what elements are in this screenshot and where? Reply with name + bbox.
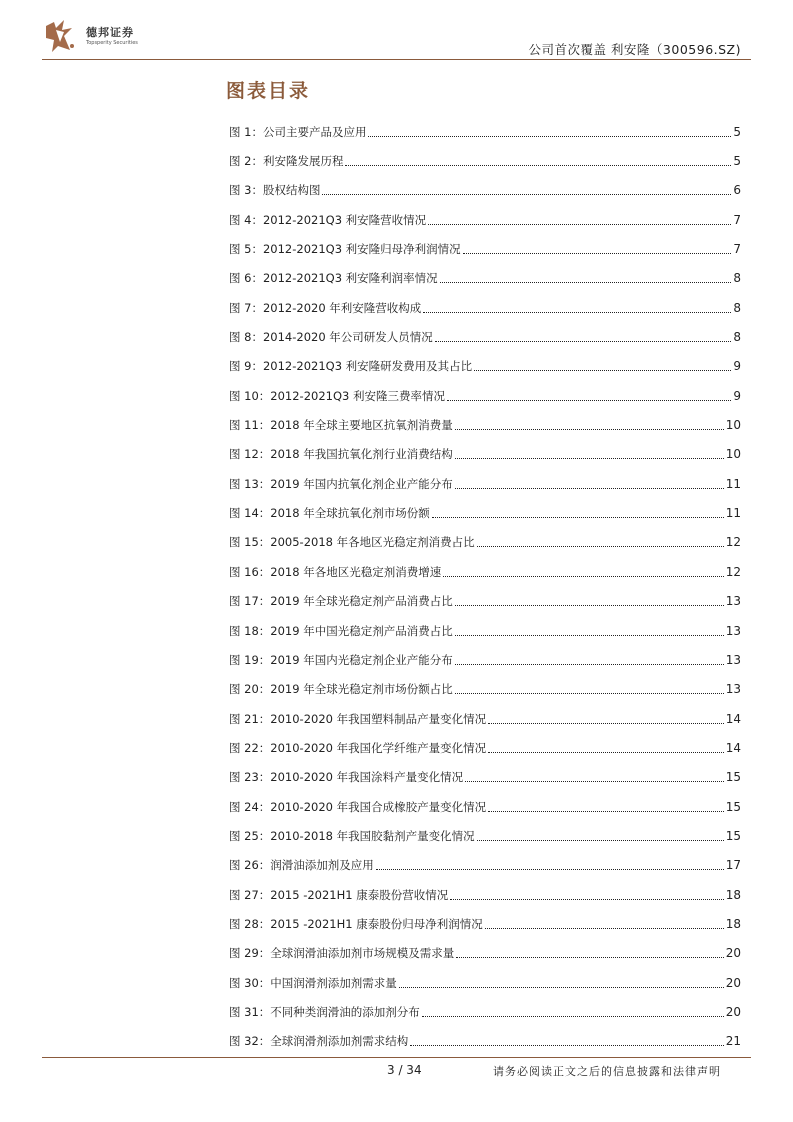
- toc-dot-leader: [368, 135, 731, 137]
- toc-entry-page[interactable]: 13: [725, 594, 741, 609]
- toc-entry[interactable]: [229, 440, 741, 469]
- brand-logo: [42, 16, 138, 56]
- report-title: 公司首次覆盖 利安隆（300596.SZ): [528, 42, 741, 57]
- toc-entry[interactable]: [229, 821, 741, 850]
- toc-dot-leader: [488, 722, 724, 724]
- toc-entry-label[interactable]: 图 16：2018 年各地区光稳定剂消费增速: [229, 564, 442, 579]
- toc-entry[interactable]: [229, 381, 741, 410]
- toc-entry-page[interactable]: 9: [733, 388, 741, 403]
- toc-entry-label[interactable]: 图 26：润滑油添加剂及应用: [229, 858, 374, 873]
- toc-entry-page[interactable]: 11: [725, 476, 741, 491]
- toc-entry-label[interactable]: 图 13：2019 年国内抗氧化剂企业产能分布: [229, 476, 453, 491]
- toc-entry-label[interactable]: 图 5：2012-2021Q3 利安隆归母净利润情况: [229, 242, 461, 257]
- toc-entry-label[interactable]: 图 17：2019 年全球光稳定剂产品消费占比: [229, 594, 453, 609]
- toc-dot-leader: [443, 575, 724, 577]
- toc-entry[interactable]: [229, 587, 741, 616]
- toc-dot-leader: [410, 1044, 723, 1046]
- toc-entry-page[interactable]: 18: [725, 887, 741, 902]
- toc-entry[interactable]: [229, 616, 741, 645]
- toc-dot-leader: [435, 340, 732, 342]
- toc-dot-leader: [455, 487, 724, 489]
- toc-entry[interactable]: [229, 704, 741, 733]
- toc-dot-leader: [485, 927, 724, 929]
- toc-entry-page[interactable]: 10: [725, 418, 741, 433]
- figure-toc-list: [229, 117, 741, 1056]
- toc-dot-leader: [322, 193, 731, 195]
- toc-dot-leader: [423, 311, 731, 313]
- toc-entry-label[interactable]: 图 30：中国润滑剂添加剂需求量: [229, 975, 397, 990]
- toc-entry-label[interactable]: 图 12：2018 年我国抗氧化剂行业消费结构: [229, 447, 453, 462]
- toc-entry-page[interactable]: 21: [725, 1034, 741, 1049]
- toc-entry-page[interactable]: 6: [733, 183, 741, 198]
- toc-entry-page[interactable]: 12: [725, 564, 741, 579]
- toc-entry[interactable]: [229, 234, 741, 263]
- toc-dot-leader: [455, 634, 724, 636]
- toc-dot-leader: [428, 223, 731, 225]
- toc-entry-page[interactable]: 14: [725, 711, 741, 726]
- toc-entry-label[interactable]: 图 21：2010-2020 年我国塑料制品产量变化情况: [229, 711, 487, 726]
- toc-entry[interactable]: [229, 498, 741, 527]
- toc-entry-page[interactable]: 8: [733, 300, 741, 315]
- toc-entry-page[interactable]: 9: [733, 359, 741, 374]
- toc-entry-page[interactable]: 11: [725, 506, 741, 521]
- toc-entry-label[interactable]: 图 14：2018 年全球抗氧化剂市场份额: [229, 506, 430, 521]
- toc-entry-page[interactable]: 20: [725, 946, 741, 961]
- toc-dot-leader: [450, 898, 723, 900]
- toc-entry-label[interactable]: 图 7：2012-2020 年利安隆营收构成: [229, 300, 422, 315]
- toc-entry[interactable]: [229, 1027, 741, 1056]
- toc-dot-leader: [488, 751, 724, 753]
- toc-entry[interactable]: [229, 293, 741, 322]
- toc-dot-leader: [455, 692, 724, 694]
- toc-entry-page[interactable]: 5: [733, 154, 741, 169]
- toc-entry-page[interactable]: 5: [733, 124, 741, 139]
- toc-entry-label[interactable]: 图 27：2015 -2021H1 康泰股份营收情况: [229, 887, 449, 902]
- page-title: 图表目录: [226, 80, 311, 102]
- toc-entry[interactable]: [229, 851, 741, 880]
- toc-entry-page[interactable]: 13: [725, 682, 741, 697]
- logo-chinese-name: 德邦证券: [86, 25, 134, 39]
- toc-entry-label[interactable]: 图 3：股权结构图: [229, 183, 321, 198]
- toc-entry-page[interactable]: 7: [733, 242, 741, 257]
- toc-entry-page[interactable]: 20: [725, 1004, 741, 1019]
- toc-entry-label[interactable]: 图 1：公司主要产品及应用: [229, 124, 367, 139]
- toc-entry[interactable]: [229, 322, 741, 351]
- toc-entry[interactable]: [229, 939, 741, 968]
- toc-entry-page[interactable]: 14: [725, 740, 741, 755]
- page-number: 3 / 34: [387, 1063, 422, 1077]
- toc-entry[interactable]: [229, 763, 741, 792]
- toc-entry[interactable]: [229, 352, 741, 381]
- toc-entry[interactable]: [229, 733, 741, 762]
- toc-dot-leader: [432, 516, 724, 518]
- toc-entry-page[interactable]: 20: [725, 975, 741, 990]
- toc-entry-page[interactable]: 15: [725, 770, 741, 785]
- toc-entry-page[interactable]: 18: [725, 916, 741, 931]
- toc-entry[interactable]: [229, 264, 741, 293]
- toc-entry-label[interactable]: 图 15：2005-2018 年各地区光稳定剂消费占比: [229, 535, 475, 550]
- toc-dot-leader: [440, 281, 732, 283]
- toc-entry[interactable]: [229, 146, 741, 175]
- toc-entry[interactable]: [229, 645, 741, 674]
- toc-entry-label[interactable]: 图 32：全球润滑剂添加剂需求结构: [229, 1034, 409, 1049]
- toc-entry-page[interactable]: 8: [733, 330, 741, 345]
- toc-dot-leader: [345, 164, 731, 166]
- header-divider: [42, 59, 751, 60]
- logo-english-name: Topsperity Securities: [86, 39, 138, 46]
- footer-divider: [42, 1057, 751, 1058]
- toc-entry-page[interactable]: 17: [725, 858, 741, 873]
- toc-dot-leader: [422, 1015, 724, 1017]
- toc-entry-label[interactable]: 图 20：2019 年全球光稳定剂市场份额占比: [229, 682, 453, 697]
- toc-entry-label[interactable]: 图 31：不同种类润滑油的添加剂分布: [229, 1004, 420, 1019]
- toc-entry-label[interactable]: 图 23：2010-2020 年我国涂料产量变化情况: [229, 770, 464, 785]
- toc-entry[interactable]: [229, 117, 741, 146]
- toc-entry-label[interactable]: 图 19：2019 年国内光稳定剂企业产能分布: [229, 652, 453, 667]
- toc-entry-label[interactable]: 图 25：2010-2018 年我国胶黏剂产量变化情况: [229, 828, 475, 843]
- toc-entry[interactable]: [229, 176, 741, 205]
- toc-entry-label[interactable]: 图 24：2010-2020 年我国合成橡胶产量变化情况: [229, 799, 487, 814]
- topsperity-logo-icon: [42, 16, 82, 56]
- toc-entry-label[interactable]: 图 8：2014-2020 年公司研发人员情况: [229, 330, 433, 345]
- toc-dot-leader: [447, 399, 731, 401]
- toc-entry[interactable]: [229, 792, 741, 821]
- toc-entry[interactable]: [229, 205, 741, 234]
- toc-entry-page[interactable]: 7: [733, 212, 741, 227]
- toc-entry-label[interactable]: 图 2：利安隆发展历程: [229, 154, 344, 169]
- toc-dot-leader: [488, 810, 724, 812]
- toc-dot-leader: [477, 545, 724, 547]
- toc-dot-leader: [463, 252, 732, 254]
- toc-entry-label[interactable]: 图 18：2019 年中国光稳定剂产品消费占比: [229, 623, 453, 638]
- toc-entry-label[interactable]: 图 6：2012-2021Q3 利安隆利润率情况: [229, 271, 438, 286]
- toc-entry-page[interactable]: 10: [725, 447, 741, 462]
- toc-dot-leader: [455, 663, 724, 665]
- toc-dot-leader: [455, 457, 724, 459]
- toc-entry-label[interactable]: 图 11：2018 年全球主要地区抗氧剂消费量: [229, 418, 453, 433]
- toc-dot-leader: [399, 986, 724, 988]
- toc-entry-label[interactable]: 图 10：2012-2021Q3 利安隆三费率情况: [229, 388, 445, 403]
- toc-entry-page[interactable]: 15: [725, 828, 741, 843]
- toc-entry-page[interactable]: 8: [733, 271, 741, 286]
- toc-dot-leader: [376, 868, 724, 870]
- toc-entry-label[interactable]: 图 29：全球润滑油添加剂市场规模及需求量: [229, 946, 455, 961]
- toc-dot-leader: [455, 604, 724, 606]
- toc-entry[interactable]: [229, 909, 741, 938]
- toc-entry-page[interactable]: 13: [725, 652, 741, 667]
- toc-dot-leader: [477, 839, 724, 841]
- toc-entry[interactable]: [229, 968, 741, 997]
- toc-entry[interactable]: [229, 469, 741, 498]
- toc-dot-leader: [456, 956, 723, 958]
- toc-entry[interactable]: [229, 410, 741, 439]
- toc-entry-page[interactable]: 13: [725, 623, 741, 638]
- toc-entry[interactable]: [229, 528, 741, 557]
- toc-dot-leader: [474, 369, 731, 371]
- toc-entry[interactable]: [229, 675, 741, 704]
- toc-entry-label[interactable]: 图 4：2012-2021Q3 利安隆营收情况: [229, 212, 427, 227]
- toc-entry[interactable]: [229, 557, 741, 586]
- toc-dot-leader: [455, 428, 724, 430]
- toc-entry-page[interactable]: 15: [725, 799, 741, 814]
- toc-entry-label[interactable]: 图 28：2015 -2021H1 康泰股份归母净利润情况: [229, 916, 483, 931]
- toc-entry-label[interactable]: 图 9：2012-2021Q3 利安隆研发费用及其占比: [229, 359, 473, 374]
- toc-entry[interactable]: [229, 997, 741, 1026]
- toc-entry-page[interactable]: 12: [725, 535, 741, 550]
- toc-entry-label[interactable]: 图 22：2010-2020 年我国化学纤维产量变化情况: [229, 740, 487, 755]
- toc-entry[interactable]: [229, 880, 741, 909]
- toc-dot-leader: [465, 780, 724, 782]
- legal-disclaimer: 请务必阅读正文之后的信息披露和法律声明: [493, 1065, 721, 1078]
